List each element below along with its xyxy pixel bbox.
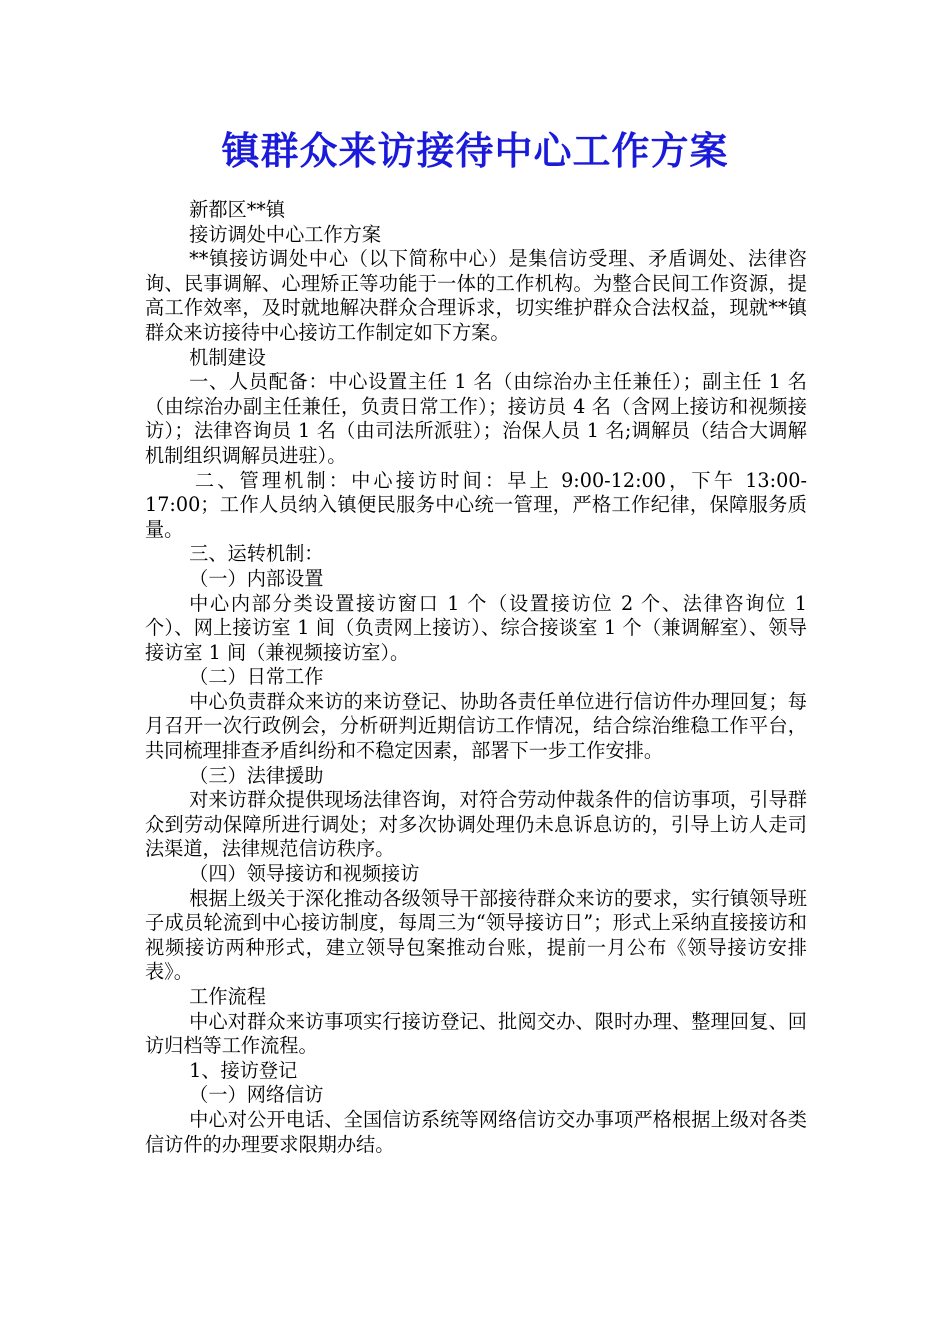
paragraph-daily-work: 中心负责群众来访的来访登记、协助各责任单位进行信访件办理回复；每月召开一次行政例会，分析研判近期信访工作情况，结合综治维稳工作平台，共同梳理排查矛盾纠纷和不稳定因素，部署下一步工作安排。 bbox=[145, 689, 807, 763]
heading-registration: 1、接访登记 bbox=[189, 1058, 298, 1082]
document-body bbox=[145, 198, 807, 1157]
heading-workflow: 工作流程 bbox=[189, 985, 266, 1008]
paragraph-legal-aid: 对来访群众提供现场法律咨询，对符合劳动仲裁条件的信访事项，引导群众到劳动保障所进行调处；对多次协调处理仍未息诉息访的，引导上访人走司法渠道，法律规范信访秩序。 bbox=[145, 788, 807, 861]
heading-leader-visits: （四）领导接访和视频接访 bbox=[189, 862, 420, 886]
paragraph-internal-setup: 中心内部分类设置接访窗口 1 个（设置接访位 2 个、法律咨询位 1 个）、网上接访室 1 间（负责网上接访）、综合接谈室 1 个（兼调解室）、领导接访室 1 间（兼视频接访室）。 bbox=[145, 591, 807, 664]
paragraph-intro: **镇接访调处中心（以下简称中心）是集信访受理、矛盾调处、法律咨询、民事调解、心理矫正等功能于一体的工作机构。为整合民间工作资源，提高工作效率，及时就地解决群众合理诉求，切实维护群众合法权益，现就**镇群众来访接待中心接访工作制定如下方案。 bbox=[145, 247, 807, 344]
heading-online-petition: （一）网络信访 bbox=[189, 1083, 324, 1107]
heading-legal-aid: （三）法律援助 bbox=[189, 763, 324, 787]
paragraph-management: 二、管理机制：中心接访时间：早上 9:00-12:00，下午 13:00-17:00；工作人员纳入镇便民服务中心统一管理，严格工作纪律，保障服务质量。 bbox=[145, 468, 807, 541]
paragraph-staffing: 一、人员配备：中心设置主任 1 名（由综治办主任兼任）；副主任 1 名（由综治办副主任兼任，负责日常工作）；接访员 4 名（含网上接访和视频接访）；法律咨询员 1 名（由司法所派驻）；治保人员 1 名;调解员（结合大调解机制组织调解员进驻）。 bbox=[145, 370, 807, 467]
paragraph-workflow: 中心对群众来访事项实行接访登记、批阅交办、限时办理、整理回复、回访归档等工作流程。 bbox=[145, 1009, 807, 1058]
document-title: 镇群众来访接待中心工作方案 bbox=[221, 128, 729, 173]
heading-internal-setup: （一）内部设置 bbox=[189, 566, 324, 590]
heading-mechanism: 机制建设 bbox=[189, 345, 266, 369]
paragraph-subtitle: 接访调处中心工作方案 bbox=[189, 222, 382, 246]
paragraph-operation: 三、运转机制： bbox=[189, 542, 324, 566]
paragraph-online-petition: 中心对公开电话、全国信访系统等网络信访交办事项严格根据上级对各类信访件的办理要求限期办结。 bbox=[145, 1107, 807, 1156]
paragraph-leader-visits: 根据上级关于深化推动各级领导干部接待群众来访的要求，实行镇领导班子成员轮流到中心接访制度，每周三为“领导接访日”；形式上采纳直接接访和视频接访两种形式，建立领导包案推动台账，提前一月公布《领导接访安排表》。 bbox=[145, 886, 807, 984]
heading-daily-work: （二）日常工作 bbox=[189, 665, 324, 689]
paragraph-district: 新都区**镇 bbox=[189, 198, 286, 221]
